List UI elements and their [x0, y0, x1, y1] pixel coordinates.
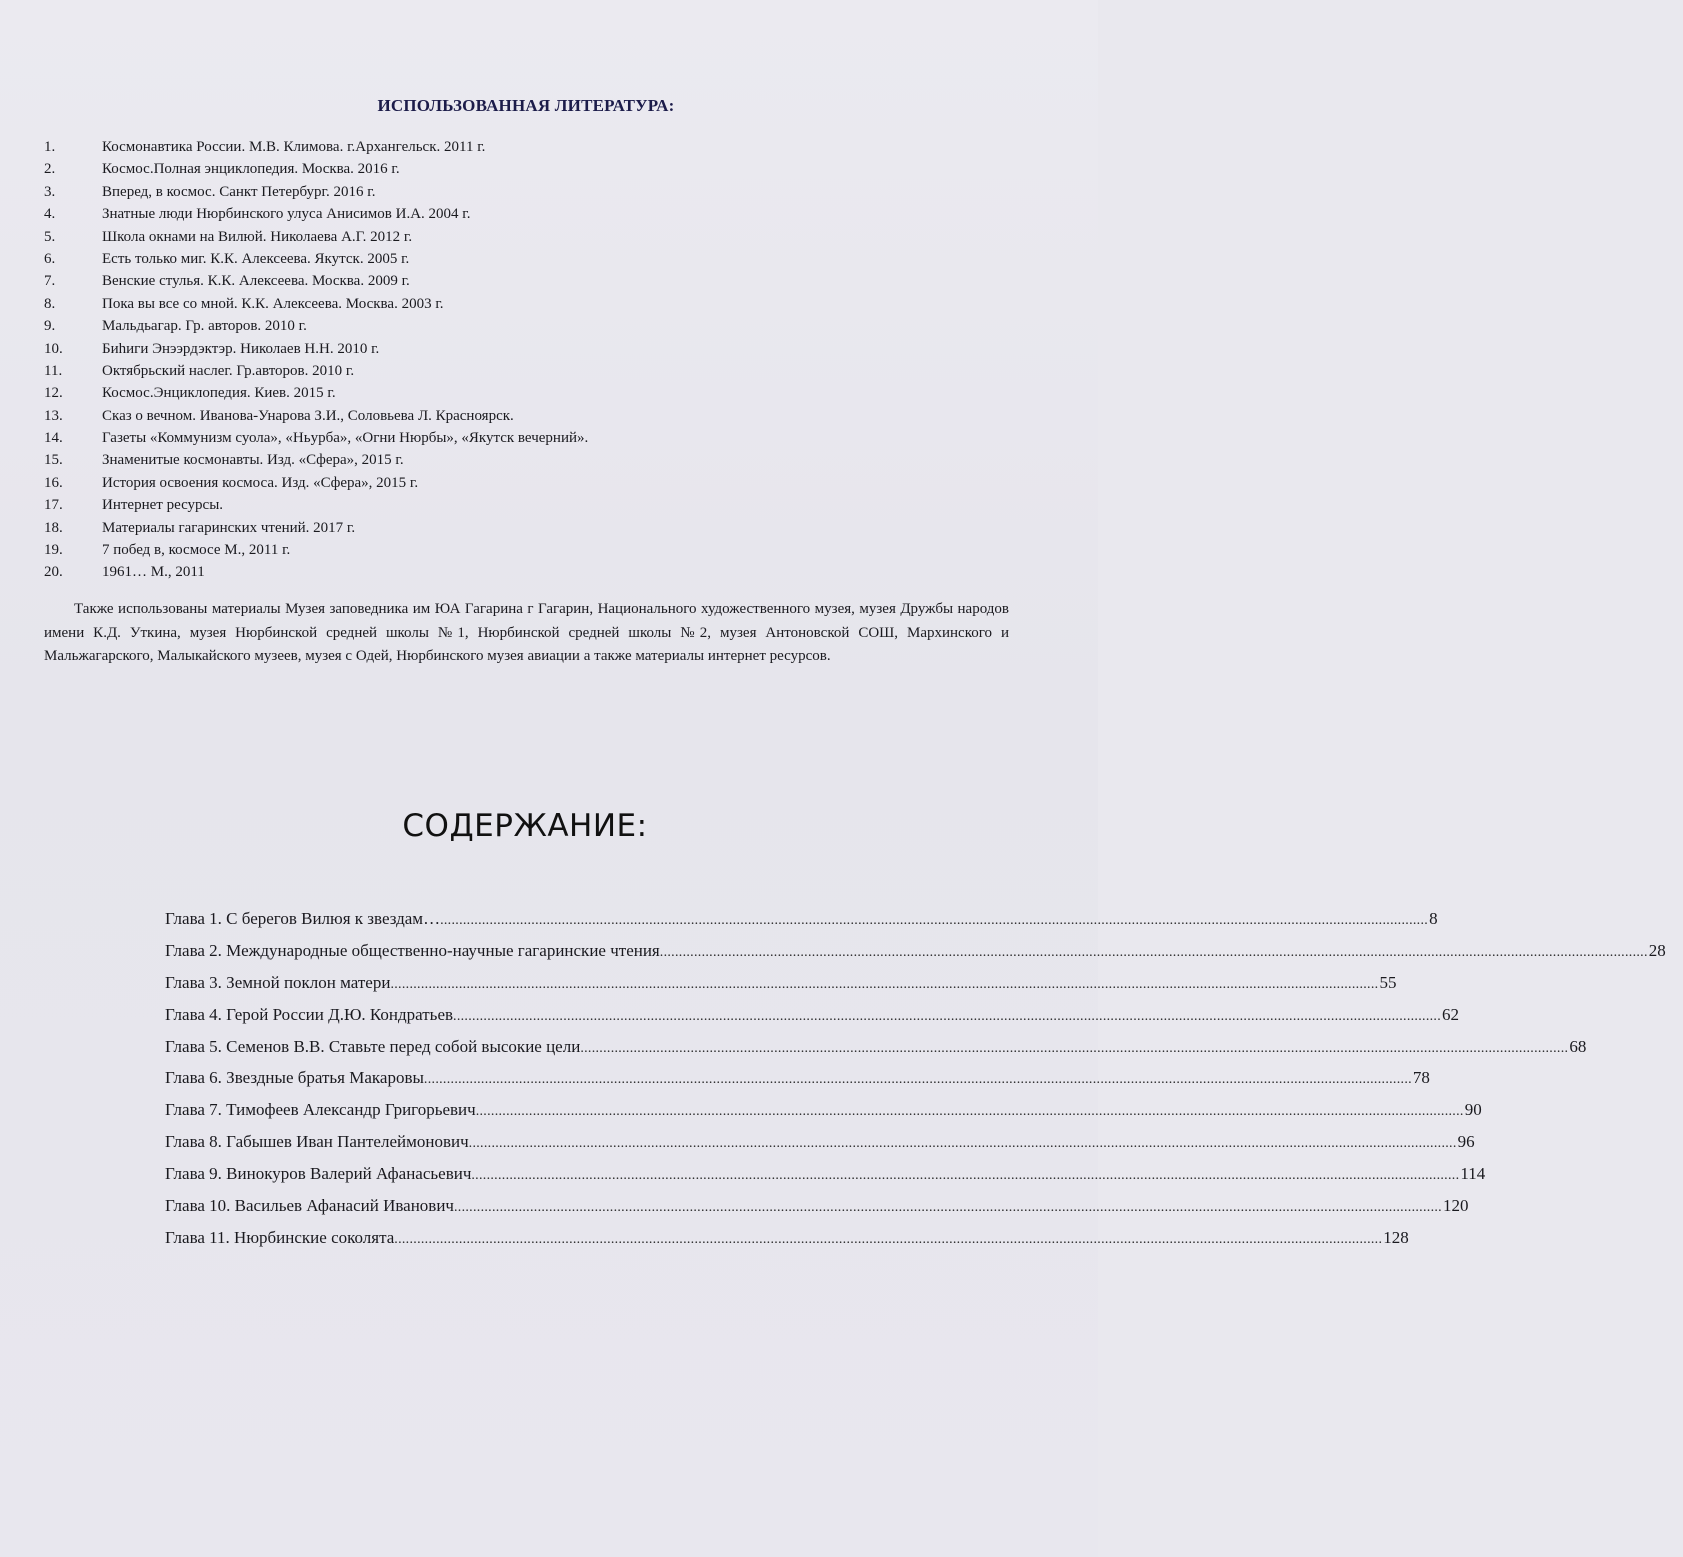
reference-item	[44, 561, 588, 583]
toc-entry	[165, 1001, 1460, 1033]
reference-text: 7 побед в, космосе М., 2011 г.	[102, 542, 291, 559]
reference-item	[44, 226, 588, 248]
reference-number: 9.	[44, 318, 56, 335]
reference-text: Вперед, в космос. Санкт Петербург. 2016 г.	[102, 183, 376, 200]
toc-page-number: 28	[1648, 940, 1666, 960]
toc-page-number: 62	[1442, 1004, 1460, 1024]
reference-text: Мальдьагар. Гр. авторов. 2010 г.	[102, 318, 307, 335]
reference-item	[44, 427, 588, 449]
toc-entry-title: Глава 4. Герой России Д.Ю. Кондратьев	[165, 1004, 454, 1024]
reference-text: Космонавтика России. М.В. Климова. г.Архангельск. 2011 г.	[102, 139, 486, 155]
toc-entry	[165, 1224, 1409, 1256]
reference-number: 19.	[44, 542, 63, 559]
reference-number: 8.	[44, 295, 56, 312]
toc-entry	[165, 1064, 1430, 1096]
toc-entry	[165, 969, 1397, 1001]
toc-entry-title: Глава 7. Тимофеев Александр Григорьевич	[165, 1100, 476, 1120]
reference-item	[44, 382, 588, 404]
reference-text: Космос.Полная энциклопедия. Москва. 2016 г.	[102, 161, 400, 178]
toc-page-number: 114	[1460, 1164, 1486, 1184]
toc-entry-title: Глава 6. Звездные братья Макаровы	[165, 1068, 424, 1088]
toc-page-number: 90	[1464, 1100, 1482, 1120]
toc-entry-title: Глава 8. Габышев Иван Пантелеймонович	[165, 1132, 469, 1152]
reference-number: 12.	[44, 385, 63, 402]
toc-page-number: 68	[1569, 1036, 1587, 1056]
toc-page-number: 120	[1442, 1196, 1469, 1216]
references-heading: ИСПОЛЬЗОВАННАЯ ЛИТЕРАТУРА:	[377, 96, 675, 115]
reference-text: Материалы гагаринских чтений. 2017 г.	[102, 519, 356, 536]
reference-item	[44, 494, 588, 516]
reference-item	[44, 203, 588, 225]
reference-item	[44, 472, 588, 494]
toc-entry-title: Глава 1. С берегов Вилюя к звездам…	[165, 909, 441, 928]
toc-leader-dots: ....................................................................................................................................................................................................................................................................	[453, 1008, 1442, 1024]
reference-number: 14.	[44, 430, 63, 447]
toc-page-number: 128	[1383, 1227, 1409, 1247]
reference-text: Венские стулья. К.К. Алексеева. Москва. 2009 г.	[102, 273, 410, 290]
toc-leader-dots: ....................................................................................................................................................................................................................................................................	[471, 1168, 1460, 1184]
references-list	[44, 136, 588, 584]
reference-number: 4.	[44, 206, 56, 223]
sources-note: Также использованы материалы Музея заповедника им ЮА Гагарина г Гагарин, Национального художественного музея, музея Дружбы народов имени К.Д. Уткина, музея Нюрбинской средней школы №1, Нюрбинской средней школы №2, музея Антоновской СОШ, Мархинского и Мальжагарского, Малыкайского музеев, музея с Одей, Нюрбинского музея авиации а также материалы интернет ресурсов.	[44, 601, 1009, 664]
reference-item	[44, 539, 588, 561]
toc-leader-dots: ....................................................................................................................................................................................................................................................................	[394, 1231, 1383, 1247]
reference-number: 20.	[44, 564, 63, 581]
toc-entry	[165, 1033, 1587, 1065]
toc-leader-dots: ....................................................................................................................................................................................................................................................................	[475, 1104, 1464, 1120]
toc-leader-dots: ....................................................................................................................................................................................................................................................................	[659, 944, 1648, 960]
reference-number: 15.	[44, 452, 63, 469]
toc-entry	[165, 1096, 1482, 1128]
toc-leader-dots: ....................................................................................................................................................................................................................................................................	[580, 1040, 1569, 1056]
toc-entry-title: Глава 9. Винокуров Валерий Афанасьевич	[165, 1164, 472, 1184]
reference-number: 18.	[44, 519, 63, 536]
reference-text: Знатные люди Нюрбинского улуса Анисимов И.А. 2004 г.	[102, 206, 471, 223]
toc-entry-title: Глава 2. Международные общественно-научные гагаринские чтения	[165, 940, 660, 960]
toc-entry	[165, 937, 1666, 969]
reference-text: Школа окнами на Вилюй. Николаева А.Г. 2012 г.	[102, 228, 413, 245]
toc-leader-dots: ....................................................................................................................................................................................................................................................................	[390, 976, 1379, 992]
toc-leader-dots: ....................................................................................................................................................................................................................................................................	[453, 1200, 1442, 1216]
reference-text: Знаменитые космонавты. Изд. «Сфера», 2015 г.	[102, 452, 404, 469]
reference-text: Октябрьский наслег. Гр.авторов. 2010 г.	[102, 362, 355, 379]
reference-text: Газеты «Коммунизм суола», «Ньурба», «Огни Нюрбы», «Якутск вечерний».	[102, 430, 589, 447]
toc-entry-title: Глава 5. Семенов В.В. Ставьте перед собой высокие цели	[165, 1036, 581, 1056]
reference-item	[44, 270, 588, 292]
reference-item	[44, 158, 588, 180]
reference-item	[44, 136, 588, 158]
toc-page-number: 78	[1412, 1068, 1430, 1088]
reference-text: Сказ о вечном. Иванова-Унарова З.И., Соловьева Л. Красноярск.	[102, 407, 514, 424]
toc-leader-dots: ....................................................................................................................................................................................................................................................................	[440, 913, 1429, 928]
reference-number: 2.	[44, 161, 56, 178]
reference-item	[44, 449, 588, 471]
reference-item	[44, 338, 588, 360]
reference-text: Интернет ресурсы.	[102, 497, 224, 514]
reference-text: 1961… М., 2011	[102, 564, 205, 581]
reference-text: Пока вы все со мной. К.К. Алексеева. Москва. 2003 г.	[102, 295, 444, 312]
toc-entry	[165, 1192, 1469, 1224]
table-of-contents	[165, 905, 1666, 1256]
toc-entry-title: Глава 10. Васильев Афанасий Иванович	[165, 1196, 454, 1216]
reference-item	[44, 315, 588, 337]
reference-item	[44, 248, 588, 270]
reference-text: Есть только миг. К.К. Алексеева. Якутск. 2005 г.	[102, 250, 410, 267]
contents-heading: СОДЕРЖАНИЕ:	[402, 808, 648, 844]
reference-item	[44, 293, 588, 315]
reference-number: 1.	[44, 139, 56, 155]
reference-item	[44, 405, 588, 427]
toc-entry	[165, 1128, 1475, 1160]
reference-text: Космос.Энциклопедия. Киев. 2015 г.	[102, 385, 336, 402]
reference-number: 16.	[44, 474, 63, 491]
reference-number: 11.	[44, 362, 63, 379]
toc-leader-dots: ....................................................................................................................................................................................................................................................................	[423, 1072, 1412, 1088]
reference-item	[44, 517, 588, 539]
toc-page-number: 55	[1379, 972, 1397, 992]
reference-number: 13.	[44, 407, 63, 424]
toc-entry	[165, 905, 1438, 937]
toc-page-number: 96	[1457, 1132, 1475, 1152]
reference-text: Биhиги Энээрдэктэр. Николаев Н.Н. 2010 г.	[102, 340, 380, 357]
reference-text: История освоения космоса. Изд. «Сфера», 2015 г.	[102, 474, 419, 491]
reference-number: 3.	[44, 183, 56, 200]
reference-item	[44, 181, 588, 203]
reference-number: 10.	[44, 340, 63, 357]
toc-entry-title: Глава 11. Нюрбинские соколята	[165, 1227, 395, 1247]
reference-number: 17.	[44, 497, 63, 514]
reference-number: 7.	[44, 273, 56, 290]
reference-item	[44, 360, 588, 382]
reference-number: 6.	[44, 250, 56, 267]
reference-number: 5.	[44, 228, 56, 245]
toc-entry	[165, 1160, 1486, 1192]
toc-leader-dots: ....................................................................................................................................................................................................................................................................	[468, 1136, 1457, 1152]
toc-entry-title: Глава 3. Земной поклон матери	[165, 972, 391, 992]
toc-page-number: 8	[1429, 909, 1438, 928]
